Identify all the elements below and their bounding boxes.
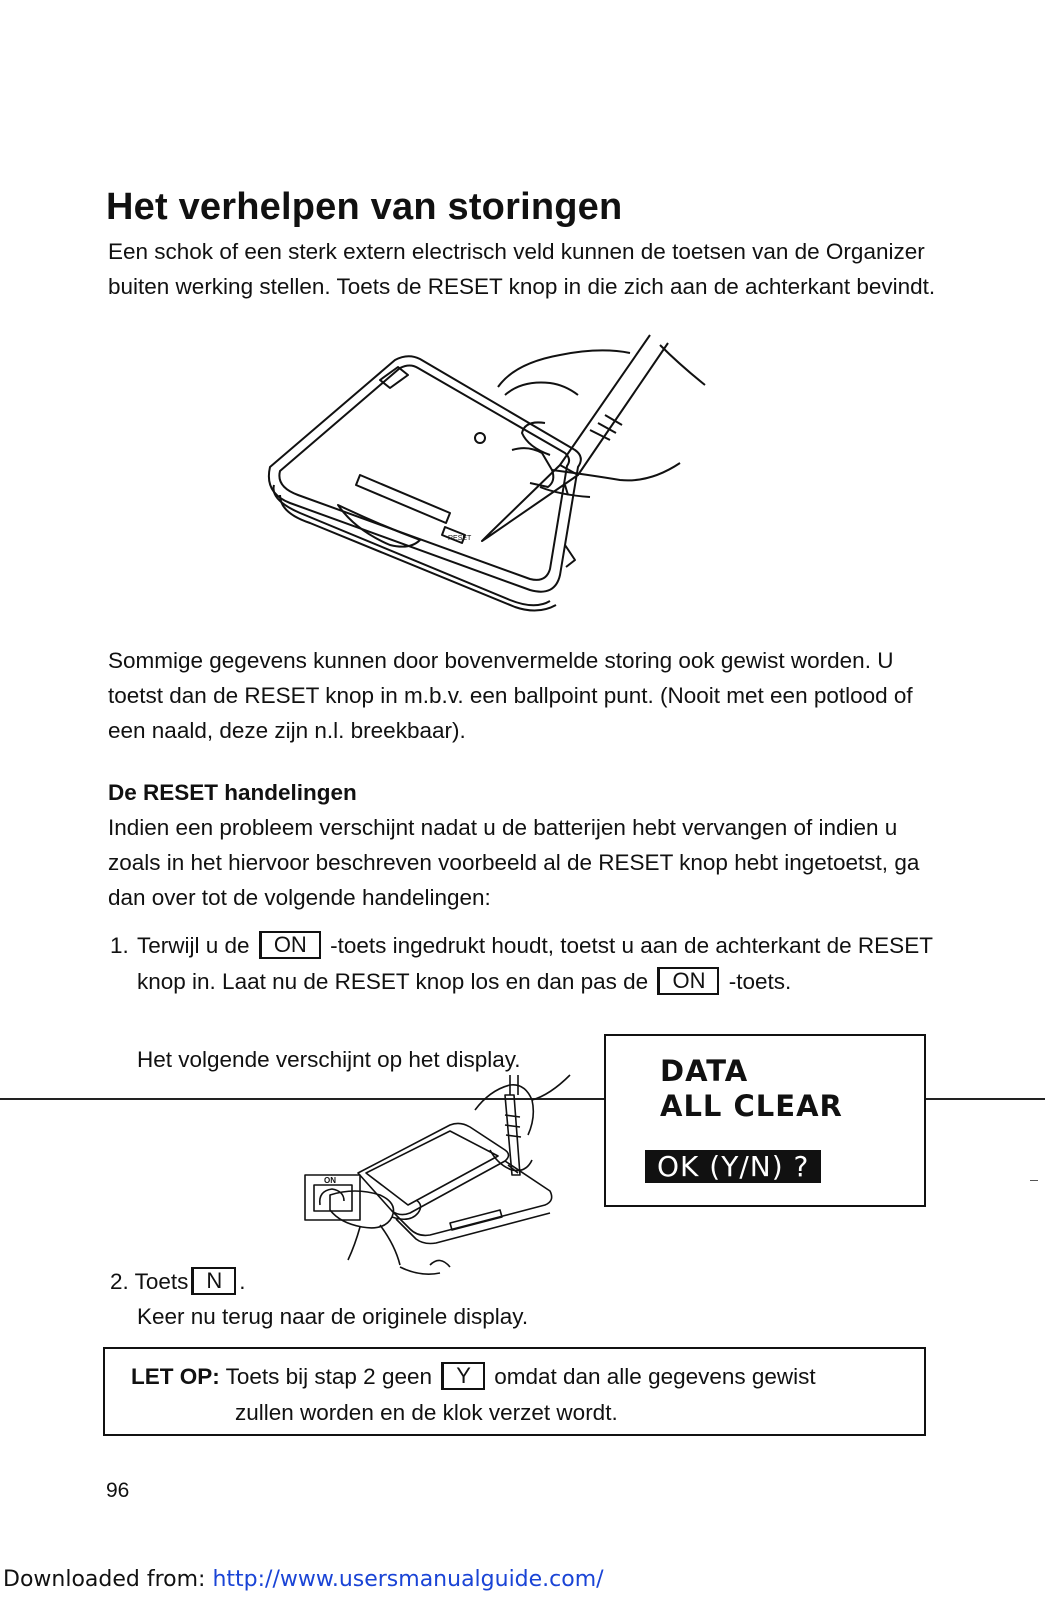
note-text-c: zullen worden en de klok verzet wordt.: [235, 1400, 618, 1425]
step-1: [110, 928, 940, 1000]
margin-tick: [1030, 1180, 1038, 1181]
step-2-description: Keer nu terug naar de originele display.: [137, 1304, 529, 1329]
n-key: N: [191, 1267, 236, 1295]
download-footer: [3, 1567, 604, 1592]
display-line-1: DATA: [660, 1054, 749, 1088]
on-key: ON: [259, 931, 321, 959]
intro-paragraph: Een schok of een sterk extern electrisch veld kunnen de toetsen van de Organizer buiten werking stellen. Toets de RESET knop in die zich aan de achterkant bevindt.: [108, 239, 936, 299]
note-label: LET OP:: [131, 1364, 220, 1389]
on-key: ON: [657, 967, 719, 995]
page-title: Het verhelpen van storingen: [106, 186, 623, 228]
step-1-text-c: -toets.: [728, 969, 792, 994]
section-heading: De RESET handelingen: [108, 780, 357, 805]
display-line-2: ALL CLEAR: [660, 1089, 843, 1123]
step-1-number: 1.: [110, 933, 129, 958]
section-body: Indien een probleem verschijnt nadat u de batterijen hebt vervangen of indien u zoals in het hiervoor beschreven voorbeeld al de RESET knop hebt ingetoetst, ga dan over tot de volgende handelingen:: [108, 815, 920, 910]
y-key: Y: [441, 1362, 485, 1390]
on-reset-illustration: [300, 1055, 600, 1285]
step-1-text-a: Terwijl u de: [137, 933, 250, 958]
reset-illustration: [260, 335, 720, 615]
step-2-text-a: Toets: [134, 1269, 189, 1294]
display-intro: Het volgende verschijnt op het display.: [137, 1047, 521, 1072]
step-2-text-b: .: [239, 1269, 246, 1294]
footer-prefix: Downloaded from:: [3, 1567, 206, 1592]
on-label: ON: [324, 1176, 336, 1185]
step-1-text-b: -toets ingedrukt houdt, toetst u aan de achterkant de RESET knop in. Laat nu de RESET knop los en dan pas de: [137, 933, 933, 994]
step-2-number: 2.: [110, 1269, 129, 1294]
lcd-display: [604, 1034, 926, 1207]
note-text-b: omdat dan alle gegevens gewist: [494, 1364, 816, 1389]
warning-note: [103, 1347, 926, 1436]
page-number: 96: [106, 1479, 130, 1502]
note-text-a: Toets bij stap 2 geen: [225, 1364, 432, 1389]
footer-link[interactable]: http://www.usersmanualguide.com/: [212, 1567, 604, 1592]
display-prompt: OK (Y/N) ?: [645, 1150, 821, 1183]
info-paragraph: Sommige gegevens kunnen door bovenvermelde storing ook gewist worden. U toetst dan de RESET knop in m.b.v. een ballpoint punt. (Nooit met een potlood of een naald, deze zijn n.l. breekbaar).: [108, 648, 913, 743]
step-2: [110, 1264, 246, 1300]
reset-label: RESET: [448, 535, 472, 542]
